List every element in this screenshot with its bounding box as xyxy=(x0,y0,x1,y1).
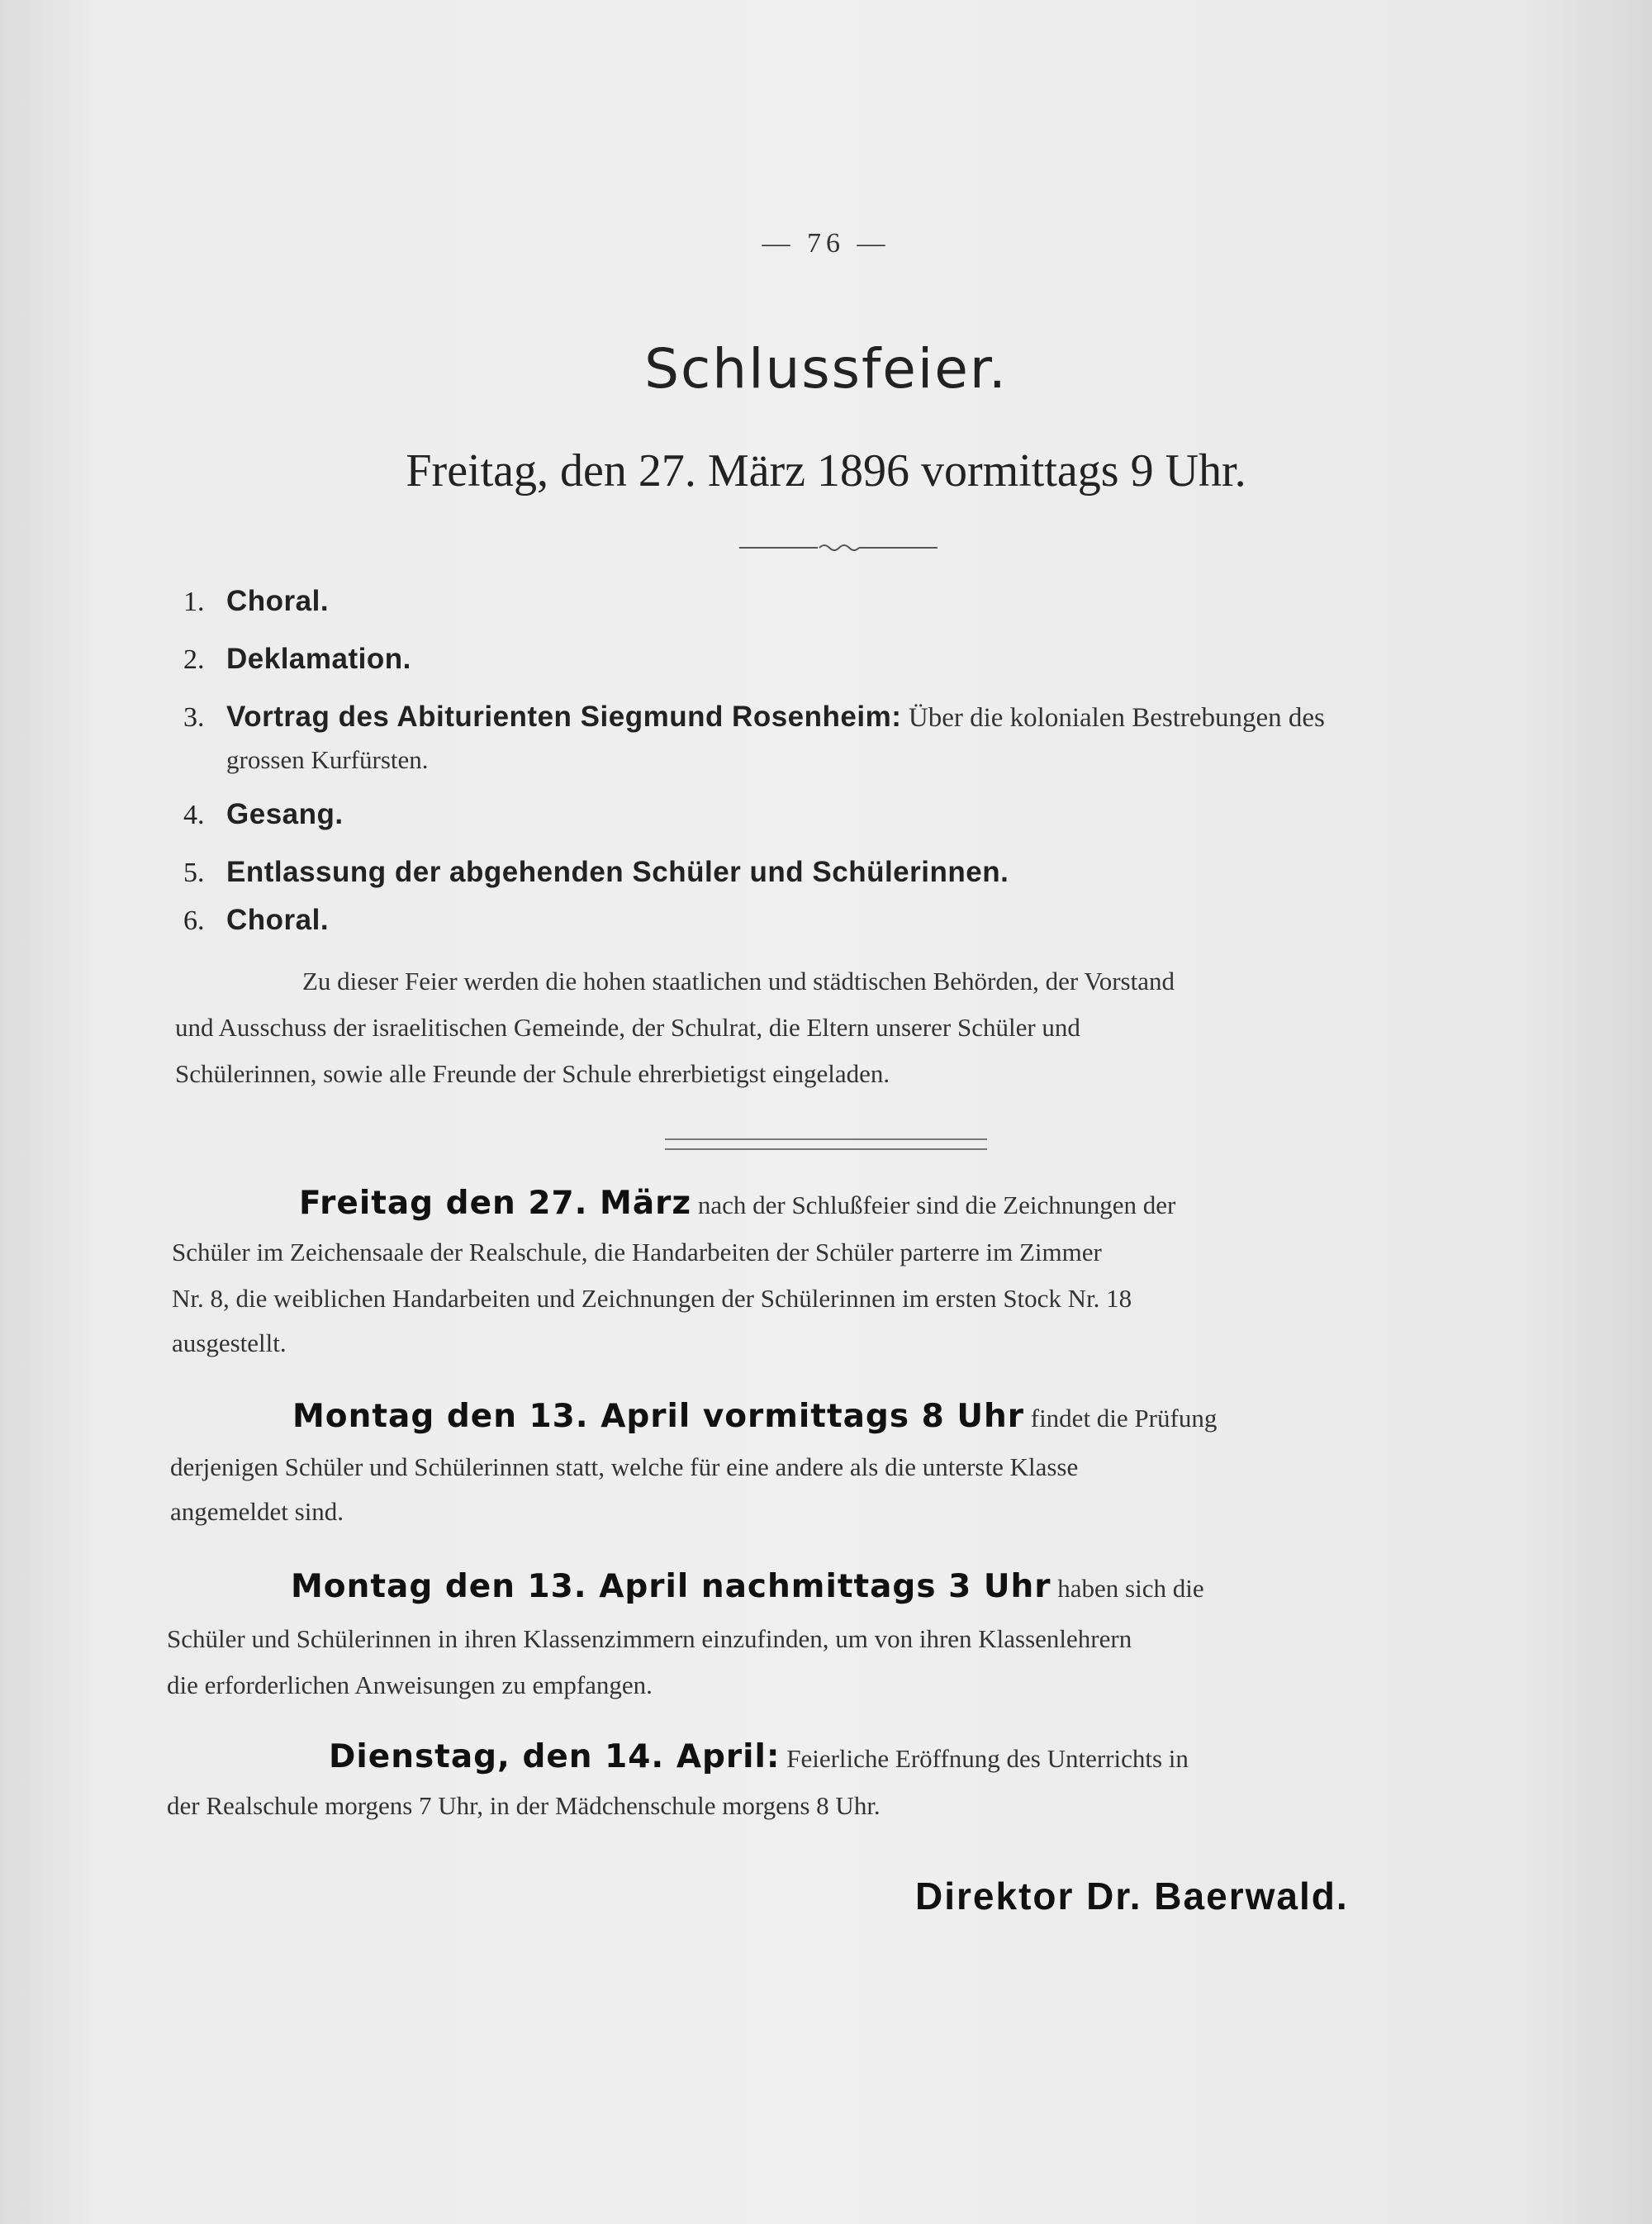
program-item-title: Gesang. xyxy=(226,798,344,830)
invitation-line: Schülerinnen, sowie alle Freunde der Schule ehrerbietigst eingeladen. xyxy=(175,1059,890,1088)
program-item-title: Vortrag des Abiturienten Siegmund Rosenheim: xyxy=(226,701,902,733)
program-item-number: 3. xyxy=(183,702,205,733)
announcement-text: Feierliche Eröffnung des Unterrichts in xyxy=(786,1744,1189,1773)
program-item-number: 6. xyxy=(183,905,205,936)
announcement-first-line xyxy=(299,1185,1175,1222)
program-item-title: Choral. xyxy=(226,904,330,936)
announcement-line: ausgestellt. xyxy=(172,1328,287,1357)
page-title: Schlussfeier. xyxy=(644,337,1008,401)
program-item-detail: Über die kolonialen Bestrebungen des xyxy=(908,703,1325,733)
program-item-title: Deklamation. xyxy=(226,643,411,675)
announcement-heading: Freitag den 27. März xyxy=(299,1185,692,1222)
announcement-heading: Montag den 13. April vormittags 8 Uhr xyxy=(292,1398,1024,1435)
double-rule-divider xyxy=(665,1138,987,1150)
announcement-text: nach der Schlußfeier sind die Zeichnungen der xyxy=(697,1190,1176,1219)
invitation-line: und Ausschuss der israelitischen Gemeinde, der Schulrat, die Eltern unserer Schüler und xyxy=(175,1013,1080,1042)
announcement-heading: Dienstag, den 14. April: xyxy=(329,1738,781,1775)
announcement-line: Nr. 8, die weiblichen Handarbeiten und Zeichnungen der Schülerinnen im ersten Stock Nr. 18 xyxy=(172,1284,1132,1313)
program-item-title: Choral. xyxy=(226,585,330,617)
program-item xyxy=(183,643,411,676)
announcement-first-line xyxy=(291,1568,1204,1605)
announcement-line: die erforderlichen Anweisungen zu empfangen. xyxy=(167,1670,653,1699)
program-item-number: 5. xyxy=(183,858,205,888)
program-item-number: 1. xyxy=(183,587,205,617)
signature: Direktor Dr. Baerwald. xyxy=(915,1875,1349,1917)
program-item xyxy=(183,856,1009,889)
program-item-continuation: grossen Kurfürsten. xyxy=(226,745,429,774)
page-number: — 76 — xyxy=(762,228,890,259)
announcement-first-line xyxy=(329,1738,1189,1775)
announcement-line: der Realschule morgens 7 Uhr, in der Mädchenschule morgens 8 Uhr. xyxy=(167,1791,881,1820)
program-item xyxy=(183,585,329,618)
program-item-number: 2. xyxy=(183,644,205,675)
announcement-line: Schüler im Zeichensaale der Realschule, die Handarbeiten der Schüler parterre im Zimmer xyxy=(172,1238,1102,1266)
event-date-line: Freitag, den 27. März 1896 vormittags 9 Uhr. xyxy=(406,445,1246,497)
program-item xyxy=(183,798,344,831)
announcement-heading: Montag den 13. April nachmittags 3 Uhr xyxy=(291,1568,1051,1605)
announcement-text: haben sich die xyxy=(1057,1574,1204,1603)
announcement-line: Schüler und Schülerinnen in ihren Klassenzimmern einzufinden, um von ihren Klassenlehrern xyxy=(167,1624,1132,1653)
announcement-line: angemeldet sind. xyxy=(170,1497,344,1526)
program-item-number: 4. xyxy=(183,800,205,830)
program-item xyxy=(183,904,329,937)
program-item-title: Entlassung der abgehenden Schüler und Schülerinnen. xyxy=(226,856,1009,888)
invitation-line: Zu dieser Feier werden die hohen staatlichen und städtischen Behörden, der Vorstand xyxy=(302,967,1175,996)
announcement-text: findet die Prüfung xyxy=(1030,1404,1218,1433)
program-item xyxy=(183,701,1325,734)
announcement-line: derjenigen Schüler und Schülerinnen statt, welche für eine andere als die unterste Klasse xyxy=(170,1452,1079,1481)
ornament-divider xyxy=(739,540,938,555)
announcement-first-line xyxy=(292,1398,1217,1435)
